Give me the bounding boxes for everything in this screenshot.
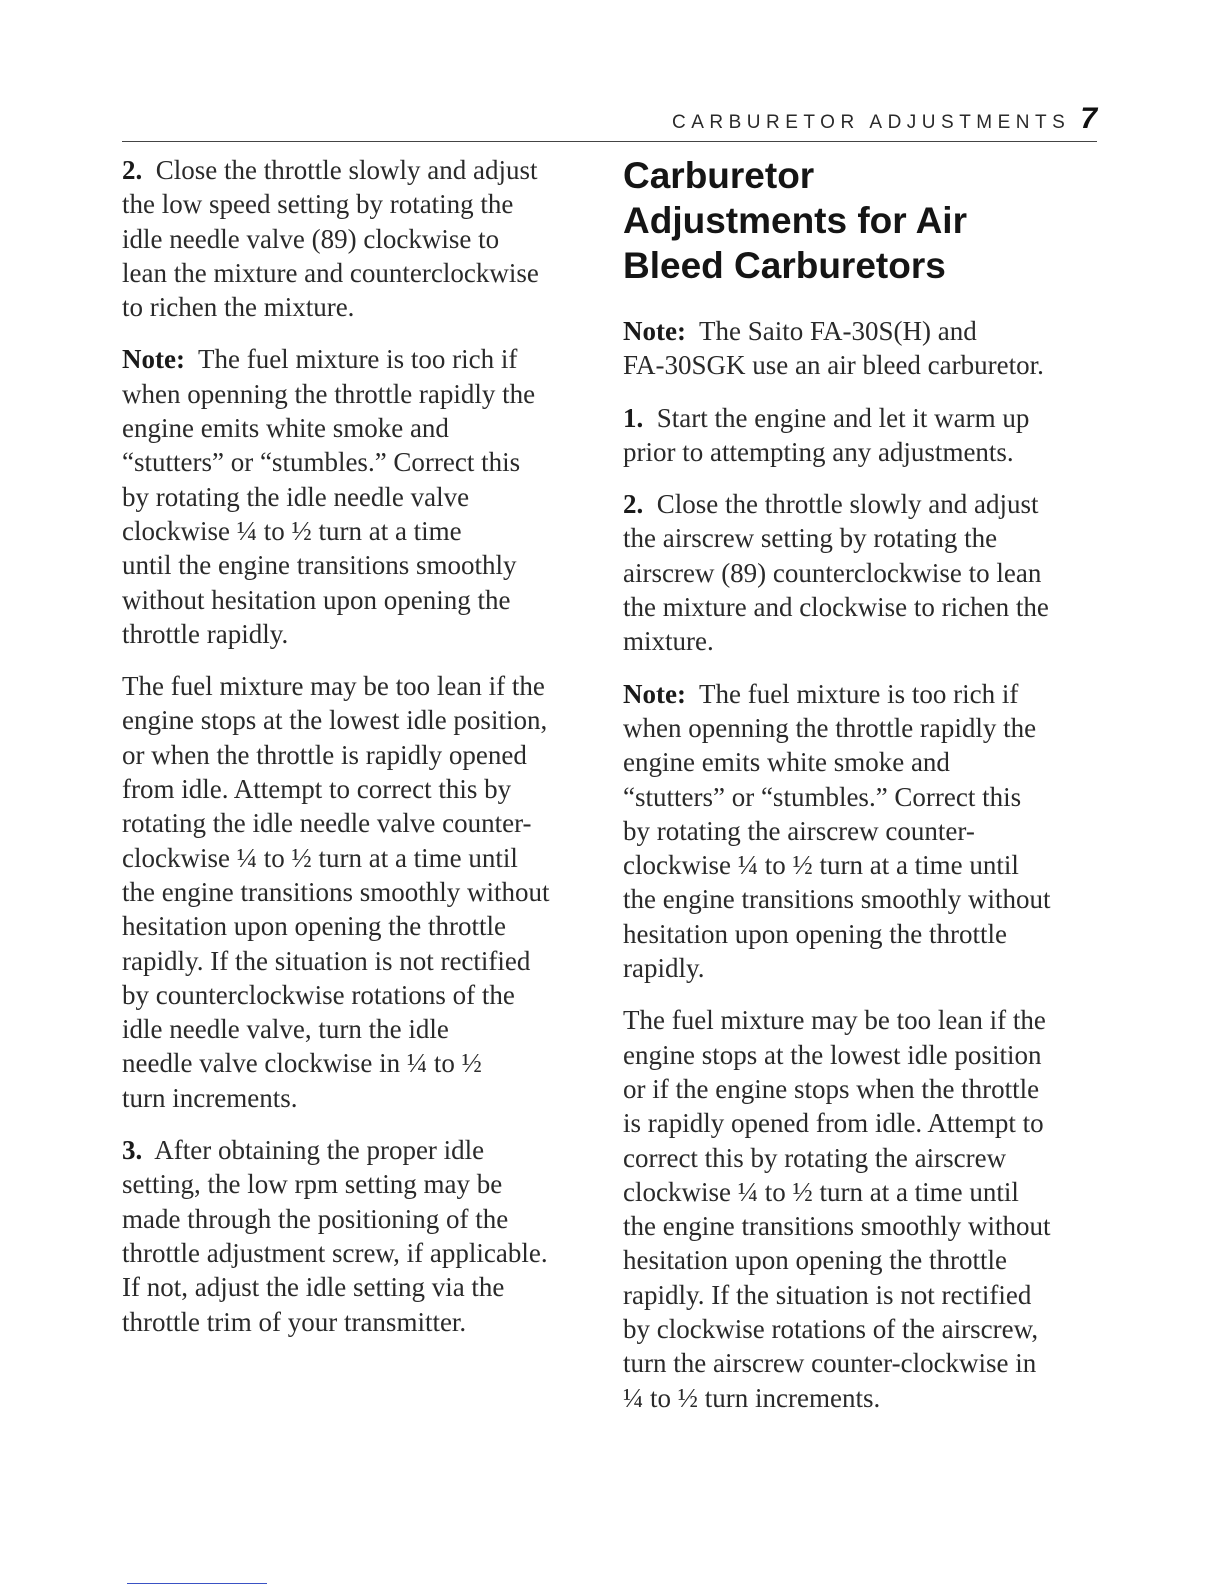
text-line bbox=[122, 222, 592, 256]
step-paragraph bbox=[623, 401, 1093, 470]
line-text: the airscrew setting by rotating the bbox=[623, 523, 998, 554]
step-paragraph bbox=[623, 487, 1093, 658]
line-text: Close the throttle slowly and adjust bbox=[656, 489, 1039, 520]
text-line bbox=[122, 256, 592, 290]
line-text: The fuel mixture is too rich if bbox=[197, 344, 518, 375]
line-text: the engine transitions smoothly without bbox=[623, 1211, 1051, 1242]
text-line bbox=[623, 1141, 1093, 1175]
section-heading bbox=[623, 153, 1093, 288]
line-text: hesitation upon opening the throttle bbox=[623, 1245, 1007, 1276]
text-line bbox=[623, 521, 1093, 555]
line-text: without hesitation upon opening the bbox=[122, 584, 511, 615]
line-text: the engine transitions smoothly without bbox=[623, 884, 1051, 915]
line-text: needle valve clockwise in ¼ to ½ bbox=[122, 1048, 482, 1079]
line-text: Close the throttle slowly and adjust bbox=[155, 155, 538, 185]
text-line bbox=[623, 1038, 1093, 1072]
text-line bbox=[623, 624, 1093, 658]
text-line bbox=[122, 1202, 592, 1236]
text-line bbox=[122, 944, 592, 978]
line-text: by clockwise rotations of the airscrew, bbox=[623, 1314, 1039, 1345]
text-line bbox=[122, 1236, 592, 1270]
line-text: engine stops at the lowest idle position bbox=[623, 1039, 1042, 1070]
line-text: setting, the low rpm setting may be bbox=[122, 1169, 503, 1200]
line-text: The Saito FA-30S(H) and bbox=[698, 316, 977, 346]
text-line bbox=[623, 1072, 1093, 1106]
text-line bbox=[623, 590, 1093, 624]
text-line bbox=[623, 348, 1093, 382]
line-text: prior to attempting any adjustments. bbox=[623, 436, 1014, 467]
text-line bbox=[122, 875, 592, 909]
paragraph-label: 2. bbox=[623, 489, 644, 520]
line-text: to richen the mixture. bbox=[122, 292, 355, 323]
line-text: throttle trim of your transmitter. bbox=[122, 1306, 467, 1337]
line-text: throttle rapidly. bbox=[122, 618, 289, 649]
heading-line: Carburetor bbox=[623, 155, 815, 196]
line-text: until the engine transitions smoothly bbox=[122, 550, 517, 581]
line-text: by counterclockwise rotations of the bbox=[122, 979, 515, 1010]
text-line bbox=[122, 480, 592, 514]
text-line bbox=[623, 917, 1093, 951]
line-text: the mixture and clockwise to richen the bbox=[623, 592, 1049, 623]
text-line bbox=[122, 1270, 592, 1304]
text-line bbox=[122, 411, 592, 445]
line-text: or if the engine stops when the throttle bbox=[623, 1073, 1040, 1104]
line-text: mixture. bbox=[623, 626, 714, 657]
body-paragraph bbox=[623, 1003, 1093, 1415]
line-text: the low speed setting by rotating the bbox=[122, 189, 514, 220]
line-text: from idle. Attempt to correct this by bbox=[122, 774, 512, 805]
step-paragraph bbox=[122, 153, 592, 324]
paragraph-label: 2. bbox=[122, 155, 143, 185]
line-text: when openning the throttle rapidly the bbox=[122, 378, 536, 409]
line-text: or when the throttle is rapidly opened bbox=[122, 739, 527, 770]
text-line bbox=[122, 1046, 592, 1080]
heading-line: Bleed Carburetors bbox=[623, 245, 946, 286]
heading-line: Adjustments for Air bbox=[623, 200, 967, 241]
line-text: idle needle valve, turn the idle bbox=[122, 1014, 449, 1045]
text-line bbox=[623, 314, 1093, 348]
line-text: throttle adjustment screw, if applicable. bbox=[122, 1237, 548, 1268]
text-line bbox=[623, 1209, 1093, 1243]
line-text: engine emits white smoke and bbox=[122, 413, 449, 444]
page-number: 7 bbox=[1080, 102, 1097, 135]
line-text: lean the mixture and counterclockwise bbox=[122, 257, 539, 288]
text-line bbox=[122, 187, 592, 221]
text-line bbox=[623, 487, 1093, 521]
line-text: hesitation upon opening the throttle bbox=[122, 911, 506, 942]
text-line bbox=[122, 514, 592, 548]
text-line bbox=[623, 882, 1093, 916]
line-text: correct this by rotating the airscrew bbox=[623, 1142, 1007, 1173]
line-text: ¼ to ½ turn increments. bbox=[623, 1382, 881, 1413]
text-line bbox=[122, 583, 592, 617]
line-text: made through the positioning of the bbox=[122, 1203, 509, 1234]
text-line bbox=[122, 153, 592, 187]
text-line bbox=[122, 909, 592, 943]
header-rule bbox=[122, 141, 1097, 142]
text-line bbox=[122, 1167, 592, 1201]
line-text: Start the engine and let it warm up bbox=[656, 402, 1030, 433]
text-line bbox=[122, 841, 592, 875]
line-text: rapidly. If the situation is not rectified bbox=[623, 1279, 1032, 1310]
paragraph-label: Note: bbox=[623, 316, 686, 346]
text-line bbox=[623, 1003, 1093, 1037]
line-text: idle needle valve (89) clockwise to bbox=[122, 223, 500, 254]
text-line bbox=[623, 1381, 1093, 1415]
line-text: clockwise ¼ to ½ turn at a time bbox=[122, 515, 462, 546]
text-line bbox=[122, 342, 592, 376]
text-line bbox=[122, 978, 592, 1012]
line-text: turn increments. bbox=[122, 1082, 298, 1113]
text-line bbox=[122, 377, 592, 411]
line-text: clockwise ¼ to ½ turn at a time until bbox=[122, 842, 518, 873]
line-text: engine emits white smoke and bbox=[623, 747, 950, 778]
line-text: clockwise ¼ to ½ turn at a time until bbox=[623, 850, 1019, 881]
line-text: is rapidly opened from idle. Attempt to bbox=[623, 1108, 1044, 1139]
text-line bbox=[623, 745, 1093, 779]
text-line bbox=[122, 1012, 592, 1046]
paragraph-label: Note: bbox=[623, 678, 686, 709]
text-line bbox=[623, 1346, 1093, 1380]
text-line bbox=[623, 1106, 1093, 1140]
text-line bbox=[122, 806, 592, 840]
text-line bbox=[623, 711, 1093, 745]
text-line bbox=[623, 1312, 1093, 1346]
line-text: by rotating the idle needle valve bbox=[122, 481, 470, 512]
text-line bbox=[623, 435, 1093, 469]
text-line bbox=[623, 1243, 1093, 1277]
text-line bbox=[623, 677, 1093, 711]
line-text: The fuel mixture may be too lean if the bbox=[122, 671, 545, 702]
text-line bbox=[122, 617, 592, 651]
line-text: by rotating the airscrew counter- bbox=[623, 815, 975, 846]
line-text: The fuel mixture is too rich if bbox=[698, 678, 1019, 709]
text-line bbox=[122, 1305, 592, 1339]
line-text: hesitation upon opening the throttle bbox=[623, 918, 1007, 949]
text-line bbox=[623, 1278, 1093, 1312]
text-line bbox=[122, 669, 592, 703]
line-text: rapidly. If the situation is not rectified bbox=[122, 945, 531, 976]
text-line bbox=[623, 951, 1093, 985]
line-text: rotating the idle needle valve counter- bbox=[122, 808, 532, 839]
text-line bbox=[623, 401, 1093, 435]
line-text: “stutters” or “stumbles.” Correct this bbox=[122, 447, 521, 478]
line-text: FA-30SGK use an air bleed carburetor. bbox=[623, 350, 1044, 381]
line-text: If not, adjust the idle setting via the bbox=[122, 1272, 505, 1303]
text-line bbox=[122, 1081, 592, 1115]
note-paragraph bbox=[122, 342, 592, 651]
text-line bbox=[623, 1175, 1093, 1209]
text-line bbox=[122, 772, 592, 806]
line-text: After obtaining the proper idle bbox=[154, 1135, 485, 1166]
running-header bbox=[672, 102, 1097, 136]
line-text: the engine transitions smoothly without bbox=[122, 876, 550, 907]
text-line bbox=[623, 780, 1093, 814]
text-line bbox=[623, 848, 1093, 882]
note-paragraph bbox=[623, 677, 1093, 986]
section-title: CARBURETOR ADJUSTMENTS bbox=[672, 112, 1071, 133]
text-line bbox=[122, 1133, 592, 1167]
text-line bbox=[623, 814, 1093, 848]
footer-link-underline bbox=[127, 1583, 267, 1584]
text-line bbox=[122, 290, 592, 324]
text-line bbox=[623, 556, 1093, 590]
text-line bbox=[122, 548, 592, 582]
text-line bbox=[122, 738, 592, 772]
text-line bbox=[122, 445, 592, 479]
paragraph-label: Note: bbox=[122, 344, 185, 375]
line-text: engine stops at the lowest idle position, bbox=[122, 705, 548, 736]
right-paragraphs bbox=[623, 314, 1093, 1415]
right-column bbox=[623, 153, 1093, 1433]
text-line bbox=[122, 703, 592, 737]
body-paragraph bbox=[122, 669, 592, 1115]
line-text: airscrew (89) counterclockwise to lean bbox=[623, 557, 1042, 588]
note-paragraph bbox=[623, 314, 1093, 383]
step-paragraph bbox=[122, 1133, 592, 1339]
line-text: turn the airscrew counter-clockwise in bbox=[623, 1348, 1037, 1379]
paragraph-label: 3. bbox=[122, 1135, 143, 1166]
left-column bbox=[122, 153, 592, 1357]
line-text: rapidly. bbox=[623, 953, 705, 984]
line-text: clockwise ¼ to ½ turn at a time until bbox=[623, 1176, 1019, 1207]
paragraph-label: 1. bbox=[623, 402, 644, 433]
line-text: “stutters” or “stumbles.” Correct this bbox=[623, 781, 1022, 812]
line-text: The fuel mixture may be too lean if the bbox=[623, 1005, 1046, 1036]
line-text: when openning the throttle rapidly the bbox=[623, 712, 1037, 743]
